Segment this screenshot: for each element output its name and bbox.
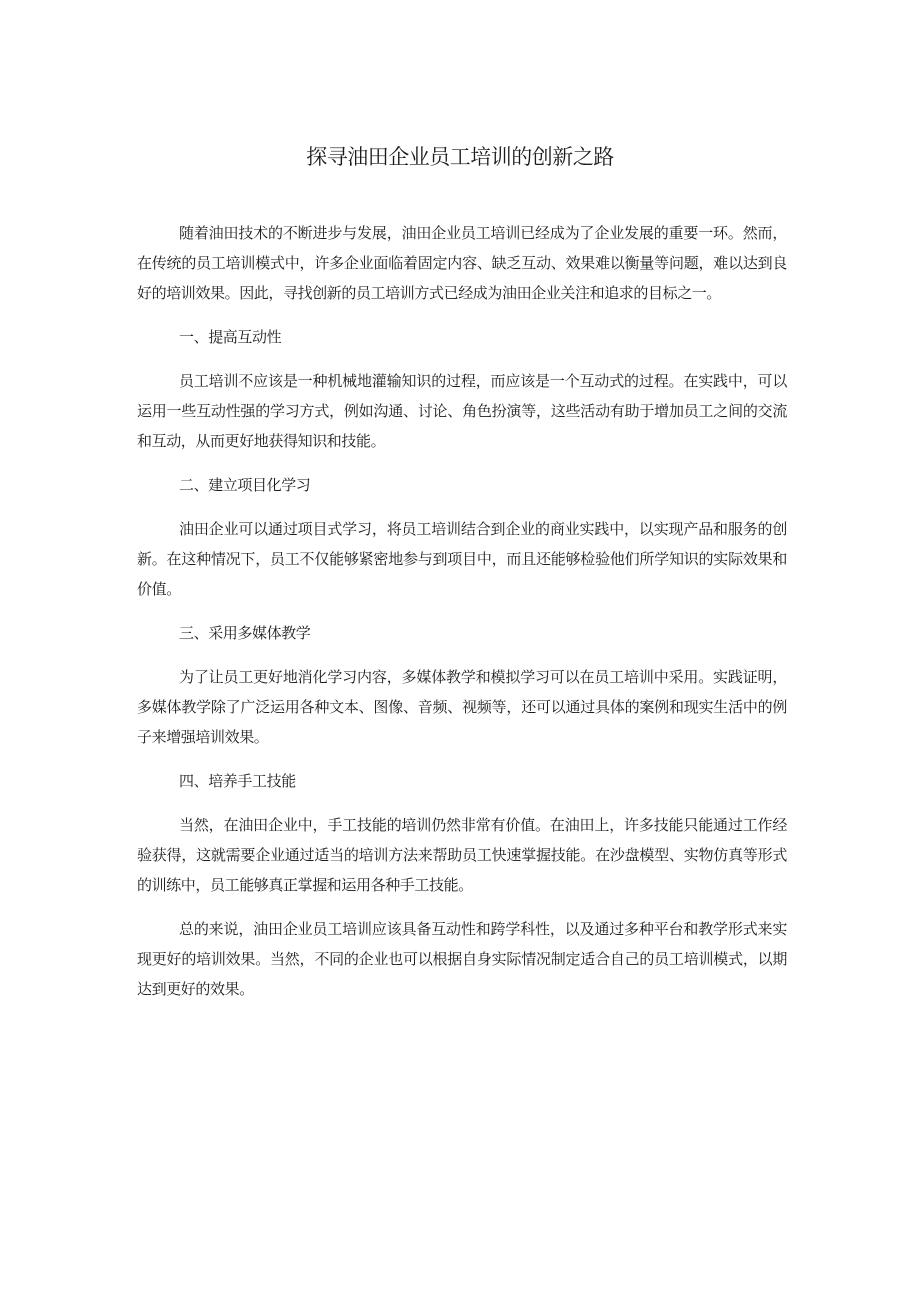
section-heading-2: 二、建立项目化学习 [179,476,311,494]
document-body [137,218,787,1018]
section-paragraph-1: 员工培训不应该是一种机械地灌输知识的过程，而应该是一个互动式的过程。在实践中，可以运用一些互动性强的学习方式，例如沟通、讨论、角色扮演等，这些活动有助于增加员工之间的交流和互动，从而更好地获得知识和技能。 [137,372,787,450]
conclusion-paragraph: 总的来说，油田企业员工培训应该具备互动性和跨学科性，以及通过多种平台和教学形式来实现更好的培训效果。当然，不同的企业也可以根据自身实际情况制定适合自己的员工培训模式，以期达到更好的效果。 [137,920,787,998]
document-title: 探寻油田企业员工培训的创新之路 [306,145,614,169]
section-paragraph-4: 当然，在油田企业中，手工技能的培训仍然非常有价值。在油田上，许多技能只能通过工作经验获得，这就需要企业通过适当的培训方法来帮助员工快速掌握技能。在沙盘模型、实物仿真等形式的训练中，员工能够真正掌握和运用各种手工技能。 [137,816,787,894]
section-paragraph-3: 为了让员工更好地消化学习内容，多媒体教学和模拟学习可以在员工培训中采用。实践证明，多媒体教学除了广泛运用各种文本、图像、音频、视频等，还可以通过具体的案例和现实生活中的例子来增强培训效果。 [137,668,787,746]
section-heading-1: 一、提高互动性 [179,328,282,346]
section-heading-4: 四、培养手工技能 [179,772,296,790]
section-heading-3: 三、采用多媒体教学 [179,624,311,642]
intro-paragraph: 随着油田技术的不断进步与发展，油田企业员工培训已经成为了企业发展的重要一环。然而，在传统的员工培训模式中，许多企业面临着固定内容、缺乏互动、效果难以衡量等问题，难以达到良好的培训效果。因此，寻找创新的员工培训方式已经成为油田企业关注和追求的目标之一。 [137,224,787,302]
section-paragraph-2: 油田企业可以通过项目式学习，将员工培训结合到企业的商业实践中，以实现产品和服务的创新。在这种情况下，员工不仅能够紧密地参与到项目中，而且还能够检验他们所学知识的实际效果和价值。 [137,520,787,598]
